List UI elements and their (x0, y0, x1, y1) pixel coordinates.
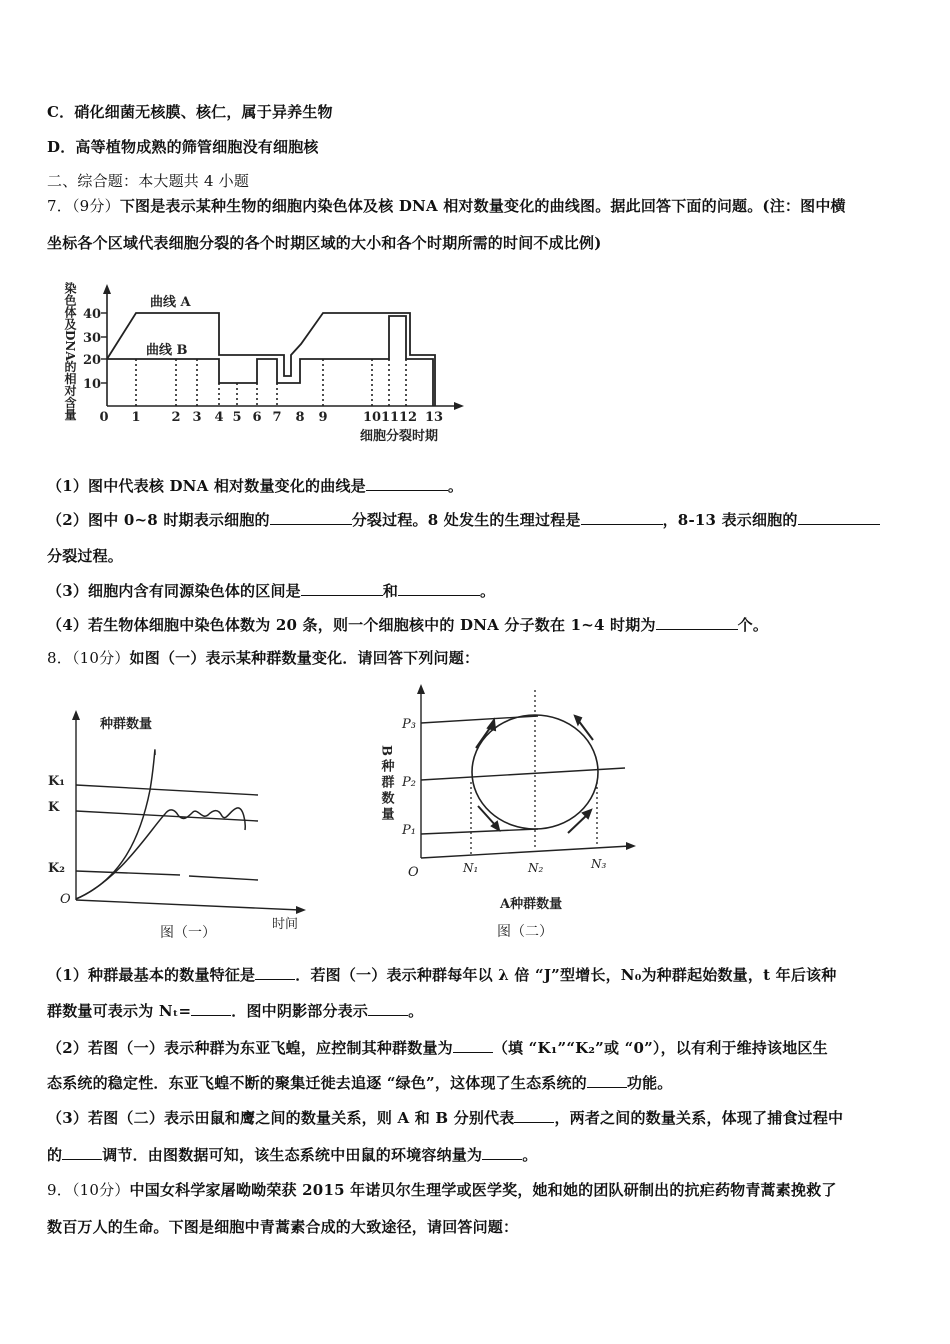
q7-number: 7． (47, 197, 72, 215)
q8-sub3-blank-2[interactable] (62, 1145, 102, 1160)
q8-fig2-caption: 图（二） (497, 924, 553, 940)
q7-curve-b (107, 316, 433, 406)
svg-text:20: 20 (83, 353, 102, 368)
svg-text:P₃: P₃ (402, 717, 416, 732)
q7-sub3: （3）细胞内含有同源染色体的区间是 和 。 (47, 582, 496, 600)
q7-sub1-blank[interactable] (366, 476, 448, 491)
option-d: D．高等植物成熟的筛管细胞没有细胞核 (47, 138, 319, 156)
svg-text:7: 7 (272, 410, 282, 425)
svg-text:10: 10 (362, 410, 382, 425)
svg-text:40: 40 (83, 307, 102, 322)
q8-sub1-line1: （1）种群最基本的数量特征是 ．若图（一）表示种群每年以 λ 倍 “J”型增长，N₀为种群起始数量，t 年后该种 (47, 966, 837, 984)
svg-text:K₂: K₂ (48, 861, 65, 876)
q7-score: （9分） (71, 197, 120, 215)
q7-sub2-blank-3[interactable] (798, 510, 880, 525)
q8-fig1-xlabel: 时间 (272, 917, 299, 932)
q8-fig1-s-curve (76, 808, 245, 899)
q7-stem-line2: 坐标各个区域代表细胞分裂的各个时期区域的大小和各个时期所需的时间不成比例) (47, 234, 602, 252)
q7-sub4: （4）若生物体细胞中染色体数为 20 条，则一个细胞核中的 DNA 分子数在 1~4 时期为 个。 (47, 616, 769, 634)
svg-text:8: 8 (295, 410, 305, 425)
svg-text:3: 3 (192, 410, 202, 425)
q8-sub3-blank-3[interactable] (482, 1145, 522, 1160)
q7-sub4-blank[interactable] (656, 615, 738, 630)
q8-sub3-blank-1[interactable] (514, 1108, 554, 1123)
svg-text:11: 11 (380, 410, 400, 425)
q7-chart (55, 272, 475, 447)
q8-fig1-ylabel: 种群数量 (100, 717, 153, 732)
q8-sub3-line1: （3）若图（二）表示田鼠和鹰之间的数量关系，则 A 和 B 分别代表 ，两者之间的数量关系，体现了捕食过程中 (47, 1109, 844, 1127)
q7-sub2: （2）图中 0~8 时期表示细胞的 分裂过程。8 处发生的生理过程是 ，8-13 表示细胞的 (47, 510, 880, 530)
svg-text:N₃: N₃ (591, 857, 607, 871)
svg-text:P₁: P₁ (402, 823, 416, 838)
q9-score: （10分） (71, 1181, 130, 1199)
svg-text:10: 10 (83, 377, 102, 392)
q8-sub3-line2: 的 调节．由图数据可知，该生态系统中田鼠的环境容纳量为 。 (47, 1146, 538, 1164)
q8-sub1-line2: 群数量可表示为 Nₜ= ．图中阴影部分表示 。 (47, 1002, 424, 1020)
q7-sub1: （1）图中代表核 DNA 相对数量变化的曲线是 。 (47, 477, 464, 495)
svg-text:1: 1 (131, 410, 141, 425)
q8-sub2-line2: 态系统的稳定性．东亚飞蝗不断的聚集迁徙去追逐 “绿色”，这体现了生态系统的 功能。 (47, 1074, 673, 1092)
svg-text:13: 13 (424, 410, 444, 425)
q8-fig1-caption: 图（一） (160, 925, 216, 941)
q7-sub3-blank-2[interactable] (398, 581, 480, 596)
svg-text:K₁: K₁ (48, 774, 65, 789)
q8-figure-1 (40, 690, 330, 950)
q9-stem-line1: 9．（10分）中国女科学家屠呦呦荣获 2015 年诺贝尔生理学或医学奖，她和她的团队研制出的抗疟药物青蒿素挽救了 (47, 1181, 837, 1199)
q8-fig2-xlabel: A种群数量 (500, 897, 563, 912)
svg-text:O: O (408, 865, 419, 880)
svg-text:5: 5 (232, 410, 242, 425)
q8-fig2-ylabel: B种群数量 (378, 745, 394, 823)
q8-score: （10分） (71, 649, 130, 667)
q7-sub2-blank-1[interactable] (270, 510, 352, 525)
q8-fig1-j-curve (76, 750, 155, 899)
svg-text:N₁: N₁ (463, 861, 479, 875)
q7-chart-ylabel: 染色体及DNA的相对含量 (63, 282, 77, 421)
q8-sub2-blank-2[interactable] (587, 1073, 627, 1088)
q8-number: 8． (47, 649, 72, 667)
q7-sub3-blank-1[interactable] (301, 581, 383, 596)
section-title: 二、综合题：本大题共 4 小题 (47, 172, 250, 190)
q8-sub1-blank-2[interactable] (191, 1001, 231, 1016)
q7-chart-dotted-lines (136, 359, 406, 406)
q8-sub1-blank-1[interactable] (255, 965, 295, 980)
svg-text:0: 0 (99, 410, 109, 425)
q7-chart-yticks (83, 307, 107, 392)
svg-text:K: K (48, 800, 60, 815)
q7-sub2-cont: 分裂过程。 (47, 547, 124, 565)
q9-number: 9． (47, 1181, 72, 1199)
q8-stem: 8．（10分）如图（一）表示某种群数量变化．请回答下列问题： (47, 649, 480, 667)
svg-text:12: 12 (398, 410, 418, 425)
q7-stem-line1 (47, 196, 846, 216)
q8-sub1-blank-3[interactable] (368, 1001, 408, 1016)
q7-stem-text: 下图是表示某种生物的细胞内染色体及核 DNA 相对数量变化的曲线图。据此回答下面的问题。(注：图中横 (119, 197, 846, 215)
q9-stem-line2: 数百万人的生命。下图是细胞中青蒿素合成的大致途径，请回答问题： (47, 1218, 519, 1236)
q7-chart-xticks (99, 410, 443, 425)
q7-sub2-blank-2[interactable] (581, 510, 663, 525)
svg-text:N₂: N₂ (528, 861, 544, 875)
q8-sub2-line1: （2）若图（一）表示种群为东亚飞蝗，应控制其种群数量为 （填 “K₁”“K₂”或 “0”），以有利于维持该地区生 (47, 1039, 828, 1057)
q7-curve-a-label: 曲线 A (150, 295, 191, 310)
svg-text:9: 9 (318, 410, 328, 425)
svg-text:30: 30 (83, 331, 102, 346)
q8-fig1-origin: O (60, 892, 71, 907)
svg-text:P₂: P₂ (402, 775, 416, 790)
svg-text:6: 6 (252, 410, 262, 425)
option-c: C．硝化细菌无核膜、核仁，属于异养生物 (47, 103, 333, 121)
svg-text:4: 4 (214, 410, 224, 425)
q7-curve-b-label: 曲线 B (146, 343, 188, 358)
svg-text:2: 2 (171, 410, 181, 425)
q7-chart-xlabel: 细胞分裂时期 (360, 429, 439, 444)
q8-figure-2 (370, 680, 640, 950)
q8-sub2-blank-1[interactable] (453, 1038, 493, 1053)
